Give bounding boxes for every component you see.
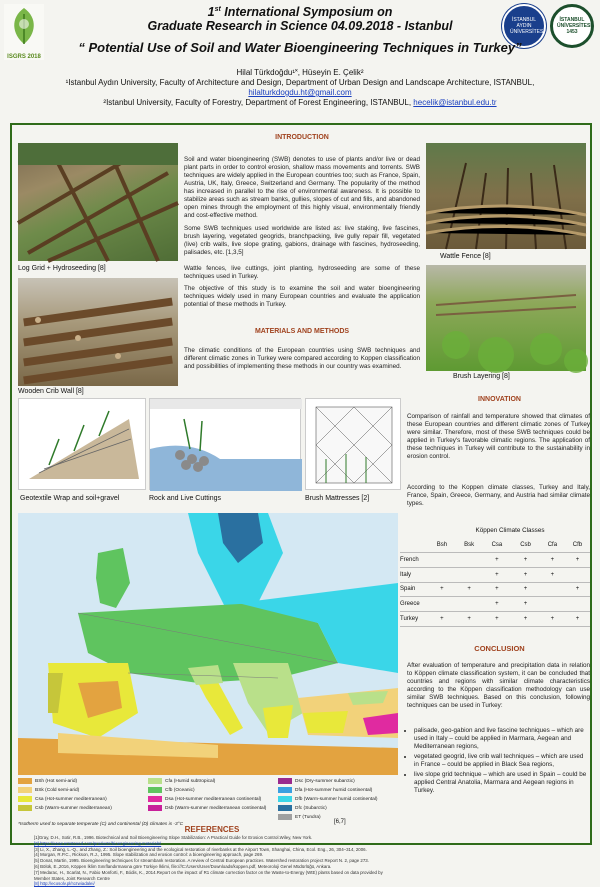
- table-cell: +: [511, 567, 540, 582]
- legend-label: Dsb (Warm-summer mediterranean continental): [165, 805, 267, 811]
- table-cell: [428, 597, 456, 612]
- intro-paragraph-2: Some SWB techniques used worldwide are listed as: live staking, live fascines, brush layering, vegetated geogrids, branchpacking, live gully repair fill, vegetated (live) crib walls, live slope grating, gabions, drainage with fascines, hydroseeding, palisades, etc. [1,3,5]: [184, 225, 420, 256]
- legend-item: [148, 787, 195, 793]
- seal-left-text: İSTANBUL AYDIN ÜNİVERSİTESİ: [510, 17, 545, 35]
- koppen-table: [400, 538, 590, 627]
- authors-block: [0, 68, 600, 108]
- table-cell: [456, 597, 483, 612]
- brush-mattresses-diagram: [305, 398, 401, 490]
- koppen-table-title: Köppen Climate Classes: [475, 527, 545, 534]
- koppen-europe-map: [18, 513, 398, 775]
- table-row: [400, 567, 590, 582]
- brush-layering-caption: Brush Layering [8]: [453, 373, 510, 380]
- table-cell: +: [483, 597, 512, 612]
- reference-item: [4] Morgan, R.P.C., Rickson, R.J., 1995. Slope stabilization and erosion control: a bioengineering approach, page 269.: [34, 852, 264, 858]
- reference-item: [1]Gray, D.H., Sotir, R.B., 1996. Biotechnical and Soil Bioengineering Slope Stabilization: A Practical Guide for Erosion Control.Wiley, New York.: [34, 835, 313, 840]
- table-row: [400, 611, 590, 626]
- materials-heading: MATERIALS AND METHODS: [254, 328, 350, 335]
- seal-right-text: İSTANBUL ÜNİVERSİTESİ 1453: [557, 17, 592, 35]
- table-cell: [428, 567, 456, 582]
- email-2-link[interactable]: hecelik@istanbul.edu.tr: [413, 98, 497, 107]
- table-cell: [565, 567, 590, 582]
- legend-item: [278, 814, 321, 820]
- conference-sup: st: [214, 6, 221, 13]
- rock-caption: Rock and Live Cuttings: [149, 495, 221, 502]
- legend-item: [18, 787, 79, 793]
- legend-swatch: [18, 787, 32, 793]
- legend-swatch: [18, 805, 32, 811]
- table-cell: +: [456, 582, 483, 597]
- row-country: Greece: [400, 597, 428, 612]
- legend-item: [148, 805, 266, 811]
- geotextile-diagram: [18, 398, 146, 490]
- conclusion-list: [404, 727, 590, 797]
- row-country: Spain: [400, 582, 428, 597]
- table-cell: [428, 553, 456, 568]
- table-cell: [456, 567, 483, 582]
- author-names: Hilal Türkdoğdu¹˟, Hüseyin E. Çelik²: [236, 68, 364, 77]
- table-cell: +: [511, 553, 540, 568]
- legend-label: BSk (Cold semi-arid): [35, 787, 80, 793]
- table-cell: +: [540, 611, 565, 626]
- list-item: • vegetated geogrid, live crib wall techniques – which are used in France – could be applied in Black Sea regions,: [414, 753, 590, 769]
- table-cell: [565, 597, 590, 612]
- table-cell: +: [565, 611, 590, 626]
- brush-mattresses-caption: Brush Mattresses [2]: [305, 495, 370, 502]
- legend-swatch: [278, 814, 292, 820]
- table-row: [400, 582, 590, 597]
- col-header: Cfb: [565, 538, 590, 553]
- innovation-paragraph-2: According to the Koppen climate classes, Turkey and Italy, France, Spain, Greece, Germany, and Austria had similar climate types.: [407, 484, 590, 507]
- table-cell: +: [565, 553, 590, 568]
- row-country: French: [400, 553, 428, 568]
- wattle-caption: Wattle Fence [8]: [440, 253, 491, 260]
- reference-item: [3] Li, X., Zhang, L.-Q., and Zhang, Z.: Soil bioengineering and the ecological restoration of riverbanks at the Airport Town, Shanghai, China, Ecol. Eng., 26, 304–314, 2006.: [34, 846, 367, 852]
- wooden-crib-photo: [18, 278, 178, 386]
- col-header: Csa: [483, 538, 512, 553]
- intro-paragraph-3: Wattle fences, live cuttings, joint planting, hydroseeding are some of these techniques used in Turkey.: [184, 265, 420, 280]
- intro-paragraph-4: The objective of this study is to examine the soil and water bioengineering techniques widely used in many European countries and evaluate the application potential of these methods in Turkey.: [184, 285, 420, 308]
- legend-swatch: [148, 787, 162, 793]
- conference-line2: Graduate Research in Science 04.09.2018 - Istanbul: [147, 19, 453, 34]
- table-row: [400, 597, 590, 612]
- references-heading: REFERENCES: [184, 825, 240, 834]
- rock-cuttings-diagram: [149, 398, 301, 490]
- legend-item: [18, 796, 107, 802]
- conference-title: [0, 3, 600, 33]
- affiliation-1: ¹Istanbul Aydın University, Faculty of Architecture and Design, Department of Urban Design and Landscape Architecture, ISTANBUL,: [65, 78, 535, 87]
- table-cell: +: [565, 582, 590, 597]
- reference-item[interactable]: [2] https://www.ernstseed.com/products/bioengineering-materials/: [34, 840, 162, 846]
- legend-item: [148, 778, 215, 784]
- table-cell: +: [511, 611, 540, 626]
- legend-swatch: [18, 778, 32, 784]
- legend-item: [148, 796, 261, 802]
- affiliation-2: ²Istanbul University, Faculty of Forestry, Department of Forest Engineering, ISTANBUL,: [103, 98, 414, 107]
- innovation-paragraph-1: Comparison of rainfall and temperature showed that climates of these European countries and different climatic zones of Turkey were similar. Therefore, most of these SWB techniques could be applied in Turkey's favorable climatic regions. The application of these techniques in Turkey will contribute to the sustainability in erosion control.: [407, 413, 590, 460]
- wattle-fence-photo: [426, 143, 586, 249]
- innovation-heading: INNOVATION: [478, 396, 521, 403]
- legend-label: BSh (Hot semi-arid): [35, 778, 78, 784]
- legend-item: [18, 778, 77, 784]
- conclusion-paragraph: After evaluation of temperature and precipitation data in relation to Köppen climate classification system, it can be concluded that countries and regions with similar climate characteristics according to the Köppen classification methodology can use similar SWB techniques. Based on this conclusion, following techniques can be used in Turkey:: [407, 662, 590, 709]
- wooden-crib-caption: Wooden Crib Wall [8]: [18, 388, 84, 395]
- legend-item: [278, 787, 372, 793]
- table-cell: +: [483, 611, 512, 626]
- references-list: [34, 835, 394, 887]
- legend-label: Dsc (Dry-summer subarctic): [295, 778, 355, 784]
- legend-label: Dfa (Hot-summer humid continental): [295, 787, 373, 793]
- row-country: Turkey: [400, 611, 428, 626]
- koppen-table-wrap: [400, 527, 590, 627]
- introduction-heading: INTRODUCTION: [275, 134, 329, 141]
- legend-swatch: [148, 805, 162, 811]
- poster-title: “ Potential Use of Soil and Water Bioengineering Techniques in Turkey”: [78, 40, 522, 55]
- legend-label: Dfb (Warm-summer humid continental): [295, 796, 378, 802]
- legend-label: ET (Tundra): [295, 814, 321, 820]
- reference-item: [7] Medarac, H., Scarlat, N., Fabio Monforti, F., Bódis, K., 2014.Report on the impact of R1 climate correction factor on the Waste-to-Energy (WtE) plants based on data provided by Member States, Joint Research Centre: [34, 869, 383, 881]
- table-cell: +: [483, 582, 512, 597]
- table-cell: +: [511, 582, 540, 597]
- koppen-header-row: [400, 538, 590, 553]
- brush-layering-photo: [426, 265, 586, 371]
- legend-swatch: [278, 778, 292, 784]
- legend-label: Csb (Warm-summer mediterranean): [35, 805, 112, 811]
- table-cell: +: [456, 611, 483, 626]
- col-header: Bsk: [456, 538, 483, 553]
- col-header: Csb: [511, 538, 540, 553]
- conference-number: 1: [207, 5, 215, 20]
- legend-item: [18, 805, 112, 811]
- legend-note: *Isotherm used to separate temperate (C) and continental (D) climates is -3°C: [18, 822, 184, 827]
- legend-swatch: [148, 778, 162, 784]
- table-cell: [456, 553, 483, 568]
- legend-item: [278, 805, 327, 811]
- logo-text: ISGRS 2018: [7, 54, 41, 60]
- legend-label: Dsa (Hot-summer mediterranean continental): [165, 796, 262, 802]
- legend-label: Cfb (Oceanic): [165, 787, 195, 793]
- map-reference: [6,7]: [334, 819, 346, 825]
- legend-swatch: [278, 787, 292, 793]
- table-cell: +: [428, 582, 456, 597]
- list-item: • live slope grid technique – which are used in Spain – could be applied Central Anatolia, Marmara and Aegean regions in Turkey.: [414, 771, 590, 795]
- legend-label: Cfa (Humid subtropical): [165, 778, 216, 784]
- table-cell: +: [428, 611, 456, 626]
- legend-swatch: [18, 796, 32, 802]
- table-row: [400, 553, 590, 568]
- conclusion-heading: CONCLUSION: [474, 644, 525, 653]
- log-grid-photo: [18, 143, 178, 261]
- poster-body: [10, 123, 592, 887]
- list-item: • palisade, geo-gabion and live fascine techniques – which are used in Italy – could be applied in Marmara, Aegean and Mediterranean regions,: [414, 727, 590, 751]
- reference-item: [6] Bölük, E.,2016, Köppen İklim Sınıflandırmasına göre Türkiye İklimi, file:///C:/Users/User/Downloads/koppen.pdf, Meteoroloji Genel Müdürlüğü, Ankara.: [34, 863, 332, 869]
- email-1-link[interactable]: hilalturkdogdu.ht@gmail.com: [248, 88, 352, 97]
- row-country: Italy: [400, 567, 428, 582]
- reference-item[interactable]: [8] http://ecosolv.pl/rozwiadalei/: [34, 881, 95, 887]
- legend-swatch: [148, 796, 162, 802]
- log-grid-caption: Log Grid + Hydroseeding [8]: [18, 265, 106, 272]
- legend-swatch: [278, 805, 292, 811]
- legend-label: Dfc (Subarctic): [295, 805, 327, 811]
- reference-item: [5] Donat, Martin, 1995. Bioengineering techniques for streambank restoration. A review of Central European practices. Watershed restoration project Report N. 2, page 273.: [34, 858, 369, 864]
- materials-paragraph: The climatic conditions of the European countries using SWB techniques and different climatic zones in Turkey were compared according to Koppen classification and possibilities of implementing these methods in our country was examined.: [184, 347, 420, 370]
- table-cell: [540, 582, 565, 597]
- table-cell: +: [483, 567, 512, 582]
- table-cell: +: [483, 553, 512, 568]
- col-header: Bsh: [428, 538, 456, 553]
- table-cell: +: [540, 567, 565, 582]
- conference-line1: International Symposium on: [220, 5, 393, 20]
- legend-item: [278, 796, 377, 802]
- legend-label: Csa (Hot-summer mediterranean): [35, 796, 107, 802]
- col-header: Cfa: [540, 538, 565, 553]
- legend-swatch: [278, 796, 292, 802]
- table-cell: [540, 597, 565, 612]
- table-cell: +: [540, 553, 565, 568]
- intro-paragraph-1: Soil and water bioengineering (SWB) denotes to use of plants and/or live or dead plant parts in order to control erosion, shallow mass movements and torrents. SWB techniques are widely applied in the European countries too; such as France, Spain, Austria, UK, Italy, Greece, Switzerland and Germany. The popularity of the method has increased in parallel to the rise of environmental awareness. It is possible to stabilize areas such as stream banks, gullies, slopes of cut and fills, and abandoned open mines through the employment of this highly visual, environmentally friendly and cost-effective method.: [184, 156, 420, 219]
- legend-item: [278, 778, 355, 784]
- geotextile-caption: Geotextile Wrap and soil+gravel: [20, 495, 120, 502]
- table-cell: +: [511, 597, 540, 612]
